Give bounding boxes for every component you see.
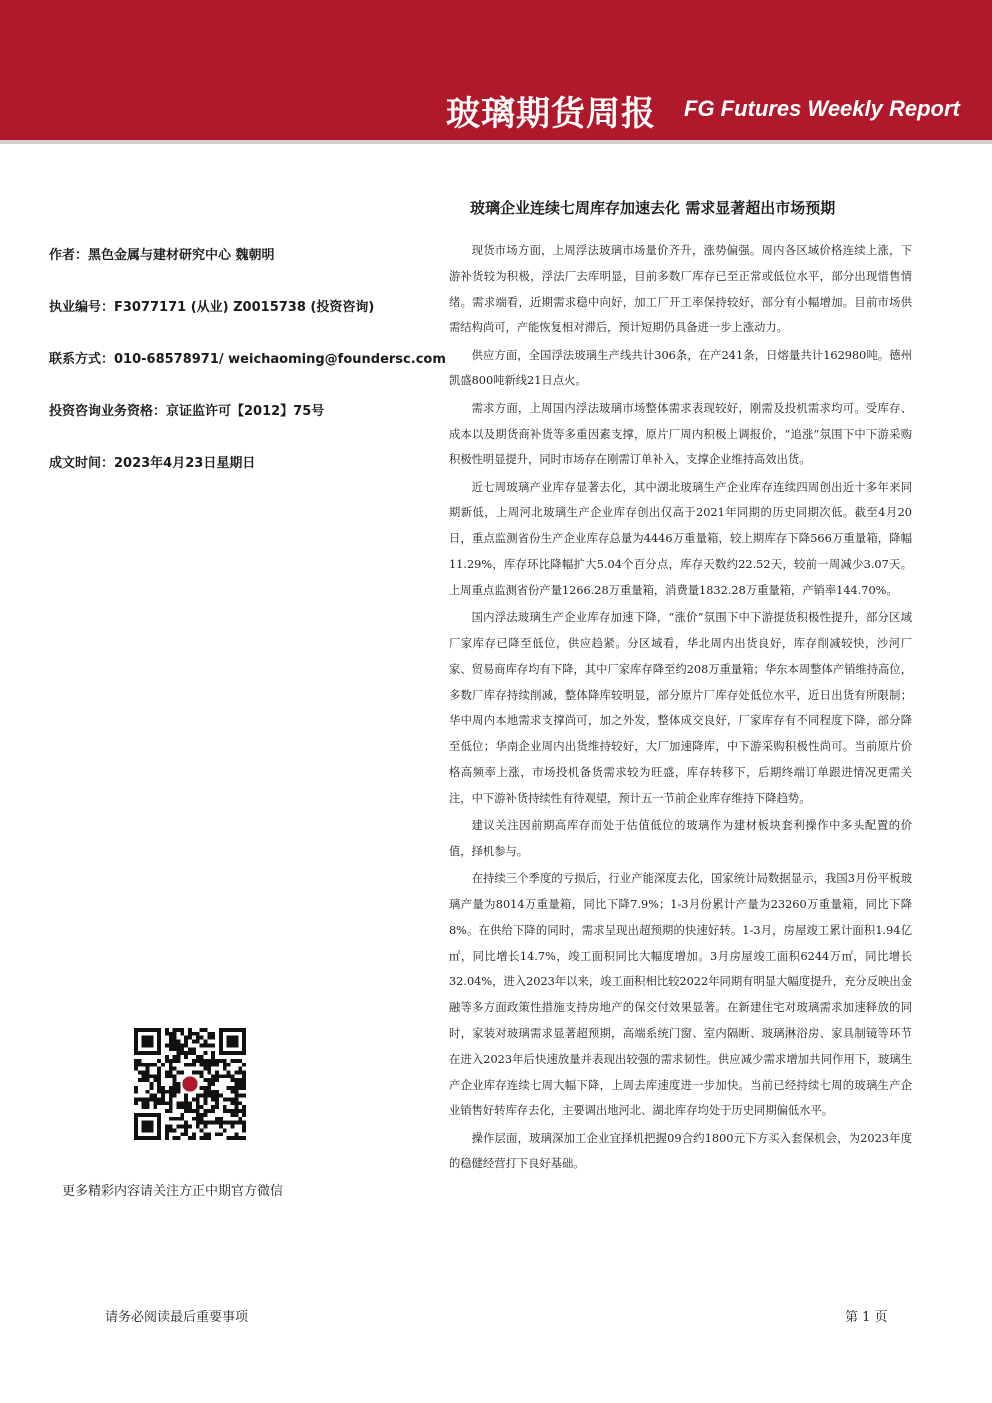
paragraph-suggestion: 建议关注因前期高库存而处于估值低位的玻璃作为建材板块套利操作中多头配置的价值，择机参与。 [449, 819, 912, 858]
footer-disclaimer-note: 请务必阅读最后重要事项 [105, 1310, 249, 1325]
paragraph-inventory: 近七周玻璃产业库存显著去化，其中湖北玻璃生产企业库存连续四周创出近十多年来同期新低，上周河北玻璃生产企业库存创出仅高于2021年同期的历史同期次低。截至4月20日，重点监测省份生产企业库存总量为4446万重量箱，较上期库存下降566万重量箱，降幅11.29%，库存环比降幅扩大5.04个百分点，库存天数约22.52天，较前一周减少3.07天。上周重点监测省份产量1266.28万重量箱，消费量1832.28万重量箱，产销率144.70%。 [449, 480, 912, 597]
paragraph-operation: 操作层面，玻璃深加工企业宜择机把握09合约1800元下方买入套保机会，为2023年度的稳健经营打下良好基础。 [449, 1131, 912, 1171]
paragraph-supply: 供应方面，全国浮法玻璃生产线共计306条，在产241条，日熔量共计162980吨。德州凯盛800吨新线21日点火。 [449, 348, 912, 388]
date-line: 成文时间：2023年4月23日星期日 [49, 456, 256, 471]
qr-code-icon [134, 1028, 246, 1140]
report-title-cn: 玻璃期货周报 [446, 94, 656, 134]
author-line: 作者：黑色金属与建材研究中心 魏朝明 [49, 248, 275, 263]
page-number: 第 1 页 [845, 1310, 888, 1325]
header-divider [0, 140, 992, 144]
qualification-line: 投资咨询业务资格：京证监许可【2012】75号 [49, 404, 325, 419]
report-title-en: FG Futures Weekly Report [684, 96, 960, 121]
paragraph-demand: 需求方面，上周国内浮法玻璃市场整体需求表现较好，刚需及投机需求均可。受库存、成本以及期货商补货等多重因素支撑，原片厂周内积极上调报价，“追涨”氛围下中下游采购积极性明显提升，同时市场存在刚需订单补入，支撑企业维持高效出货。 [449, 401, 912, 467]
paragraph-industry: 在持续三个季度的亏损后，行业产能深度去化，国家统计局数据显示，我国3月份平板玻璃产量为8014万重量箱，同比下降7.9%；1-3月份累计产量为23260万重量箱，同比下降8%。在供给下降的同时，需求呈现出超预期的快速好转。1-3月，房屋竣工累计面积1.94亿㎡，同比增长14.7%，竣工面积同比大幅度增加。3月房屋竣工面积6244万㎡，同比增长32.04%，进入2023年以来，竣工面积相比较2022年同期有明显大幅度提升，充分反映出金融等多方面政策性措施支持房地产的保交付效果显著。在新建住宅对玻璃需求加速释放的同时，家装对玻璃需求显著超预期，高端系统门窗、室内隔断、玻璃淋浴房、家具制镜等环节在进入2023年后快速放量并表现出较强的需求韧性。供应减少需求增加共同作用下，玻璃生产企业库存连续七周大幅下降，上周去库速度进一步加快。当前已经持续七周的玻璃生产企业销售好转库存去化，主要调出地河北、湖北库存均处于历史同期偏低水平。 [449, 872, 912, 1118]
article-body [449, 238, 912, 1179]
paragraph-spot-market: 现货市场方面，上周浮法玻璃市场量价齐升，涨势偏强。周内各区域价格连续上涨，下游补货较为积极，浮法厂去库明显，目前多数厂库存已至正常或低位水平，部分出现惜售情绪。需求端看，近期需求稳中向好，加工厂开工率保持较好，部分有小幅增加。目前市场供需结构尚可，产能恢复相对滞后，预计短期仍具备进一步上涨动力。 [449, 244, 912, 335]
license-line: 执业编号：F3077171 (从业) Z0015738 (投资咨询) [49, 300, 375, 315]
contact-line: 联系方式：010-68578971/ weichaoming@foundersc.com [49, 352, 446, 367]
article-title: 玻璃企业连续七周库存加速去化 需求显著超出市场预期 [470, 199, 836, 217]
paragraph-regional: 国内浮法玻璃生产企业库存加速下降，“涨价”氛围下中下游提货积极性提升，部分区域厂家库存已降至低位，供应趋紧。分区域看，华北周内出货良好，库存削减较快，沙河厂家、贸易商库存均有下降，其中厂家库存降至约208万重量箱；华东本周整体产销维持高位，多数厂库存持续削减，整体降库较明显，部分原片厂库存处低位水平，近日出货有所限制；华中周内本地需求支撑尚可，加之外发，整体成交良好，厂家库存有不同程度下降，部分降至低位；华南企业周内出货维持较好，大厂加速降库，中下游采购积极性尚可。当前原片价格高频率上涨，市场投机备货需求较为旺盛，库存转移下，后期终端订单跟进情况更需关注，中下游补货持续性有待观望，预计五一节前企业库存维持下降趋势。 [449, 611, 912, 805]
qr-caption: 更多精彩内容请关注方正中期官方微信 [62, 1184, 284, 1199]
